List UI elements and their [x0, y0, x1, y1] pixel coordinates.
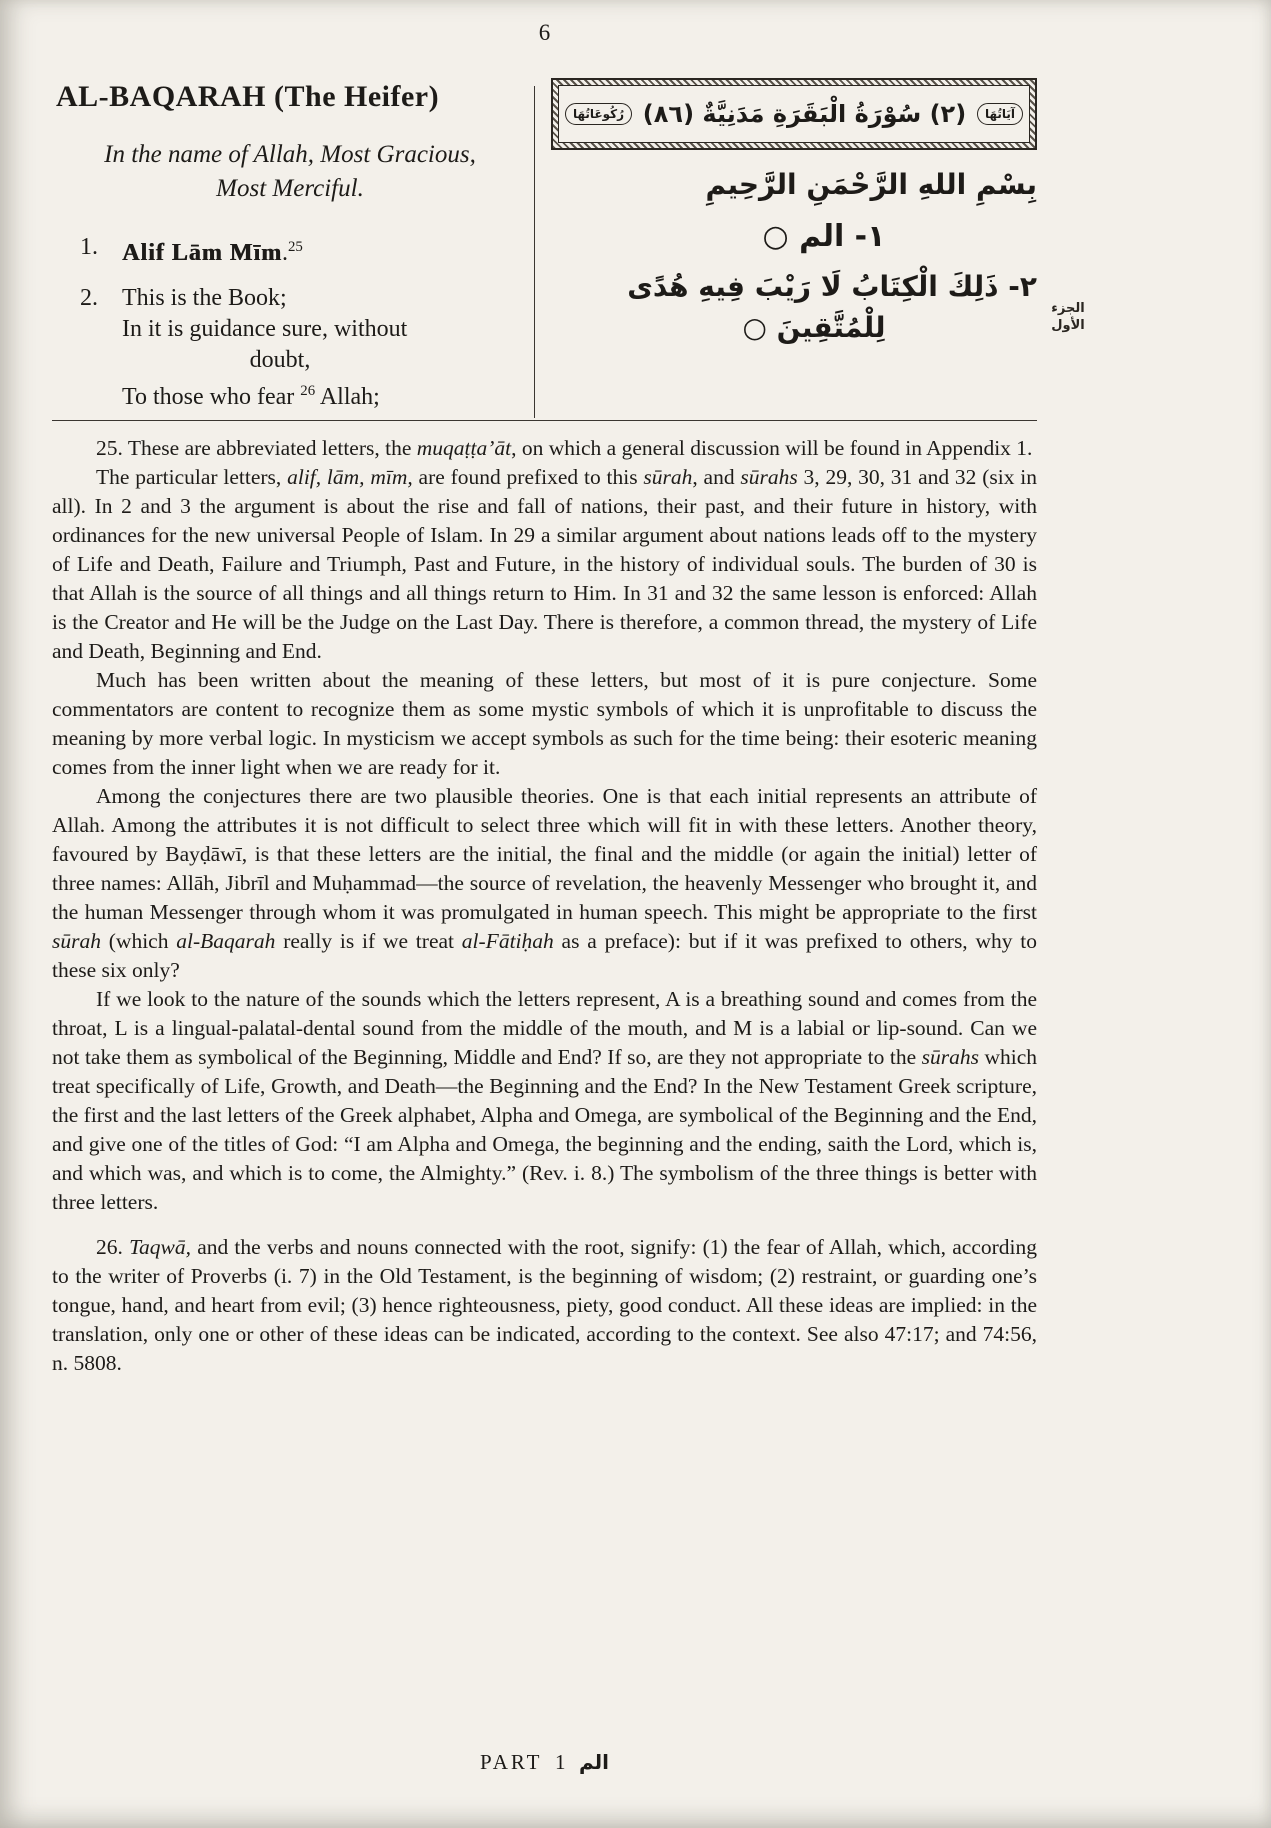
- juz-marker-line-2: الأول: [1051, 318, 1085, 333]
- footer-arabic: الم: [578, 1750, 610, 1774]
- footnote-26-paragraph: 26. Taqwā, and the verbs and nouns connected with the root, signify: (1) the fear of Allah, which, according to the writer of Proverbs (i. 7) in the Old Testament, is the beginning of wisdom; (2) restraint, or guarding one’s tongue, hand, and heart from evil; (3) hence righteousness, piety, good conduct. All these ideas are implied: in the translation, only one or other of these ideas can be indicated, according to the context. See also 47:17; and 74:56, n. 5808.: [52, 1235, 1037, 1375]
- juz-marker-line-1: الجزء: [1051, 301, 1085, 316]
- header-column-divider: [534, 86, 535, 418]
- verse-1-text: Alif Lām Mīm.$^{25}$: [122, 239, 303, 266]
- verse-2-line-2: In it is guidance sure, without: [122, 316, 408, 342]
- ayat-count-cartouche: آيَاتُهَا: [977, 103, 1023, 125]
- verse-2-line-4: To those who fear $^{26}$ Allah;: [122, 383, 380, 410]
- page-number: 6: [538, 20, 551, 45]
- verse-1-number: 1.: [80, 234, 98, 260]
- part-number: 1: [554, 1750, 567, 1774]
- surah-banner: [558, 85, 1030, 143]
- surah-header-english: [52, 62, 528, 418]
- verse-2-line-1: This is the Book;: [122, 285, 287, 311]
- footnote-25-paragraph-5: If we look to the nature of the sounds which the letters represent, A is a breathing sound and comes from the throat, L is a lingual-palatal-dental sound from the middle of the mouth, and M is a labial or lip-sound. Can we not take them as symbolical of the Beginning, Middle and End? If so, are they not appropriate to the sūrahs which treat specifically of Life, Growth, and Death—the Beginning and the End? In the New Testament Greek scripture, the first and the last letters of the Greek alphabet, Alpha and Omega, are symbolical of the Beginning and the End, and give one of the titles of God: “I am Alpha and Omega, the beginning and the ending, saith the Lord, which is, and which was, and which is to come, the Almighty.” (Rev. i. 8.) The symbolism of the three things is better with three letters.: [52, 987, 1037, 1214]
- arabic-verse-2-line-1: ٢- ذَلِكَ الْكِتَابُ لَا رَيْبَ فِيهِ هُدًى: [627, 270, 1037, 303]
- surah-title: AL-BAQARAH (The Heifer): [56, 80, 440, 113]
- surah-header-arabic: [541, 62, 1037, 418]
- bismillah-line-2: Most Merciful.: [216, 175, 364, 202]
- footnotes: [52, 434, 1037, 1378]
- page-footer: [52, 1750, 1037, 1775]
- ruku-count-cartouche: رُكُوعَاتُهَا: [565, 103, 632, 125]
- verse-2-line-3: doubt,: [249, 347, 311, 373]
- bismillah-line-1: In the name of Allah, Most Gracious,: [104, 141, 476, 168]
- part-label: PART: [479, 1750, 543, 1774]
- juz-margin-marker: [1044, 300, 1092, 334]
- footnote-25-paragraph-3: Much has been written about the meaning of these letters, but most of it is pure conjecture. Some commentators are content to recognize them as some mystic symbols of which it is unprofitable to discuss the meaning by more verbal logic. In mysticism we accept symbols as such for the time being: their esoteric meaning comes from the inner light when we are ready for it.: [52, 668, 1037, 779]
- surah-banner-title: (٢) سُوْرَةُ الْبَقَرَةِ مَدَنِيَّةٌ (٨٦): [642, 100, 967, 128]
- footnote-25-paragraph-1: 25. These are abbreviated letters, the muqaṭṭa’āt, on which a general discussion will be found in Appendix 1.: [96, 436, 1033, 460]
- verse-1: [80, 232, 528, 269]
- verse-2-number: 2.: [80, 285, 98, 311]
- verse-2-text: [122, 283, 528, 413]
- arabic-verse-2-line-2: لِلْمُتَّقِينَ ○: [742, 311, 886, 344]
- verse-2: [80, 283, 528, 413]
- header-rule: [52, 420, 1037, 421]
- arabic-bismillah: بِسْمِ اللهِ الرَّحْمَنِ الرَّحِيمِ: [705, 168, 1037, 201]
- footnote-25-paragraph-2: The particular letters, alif, lām, mīm, are found prefixed to this sūrah, and sūrahs 3, 29, 30, 31 and 32 (six in all). In 2 and 3 the argument is about the rise and fall of nations, their past, and their future in history, with ordinances for the new universal People of Islam. In 29 a similar argument about nations leads off to the mystery of Life and Death, Failure and Triumph, Past and Future, in the history of individual souls. The burden of 30 is that Allah is the source of all things and all things return to Him. In 31 and 32 the same lesson is enforced: Allah is the Creator and He will be the Judge on the Last Day. There is therefore, a common thread, the mystery of Life and Death, Beginning and End.: [52, 465, 1037, 663]
- surah-banner-frame: [551, 78, 1037, 150]
- bismillah-translation: [52, 138, 528, 206]
- footnote-25-paragraph-4: Among the conjectures there are two plausible theories. One is that each initial represents an attribute of Allah. Among the attributes it is not difficult to select three which will fit in with these letters. Another theory, favoured by Bayḍāwī, is that these letters are the initial, the final and the middle (or again the initial) letter of three names: Allāh, Jibrīl and Muḥammad—the source of revelation, the heavenly Messenger who brought it, and the human Messenger through whom it was promulgated in human speech. This might be appropriate to the first sūrah (which al-Baqarah really is if we treat al-Fātiḥah as a preface): but if it was prefixed to others, why to these six only?: [52, 784, 1038, 982]
- surah-header: [52, 62, 1037, 418]
- arabic-verse-1: ١- الم ○: [762, 219, 886, 254]
